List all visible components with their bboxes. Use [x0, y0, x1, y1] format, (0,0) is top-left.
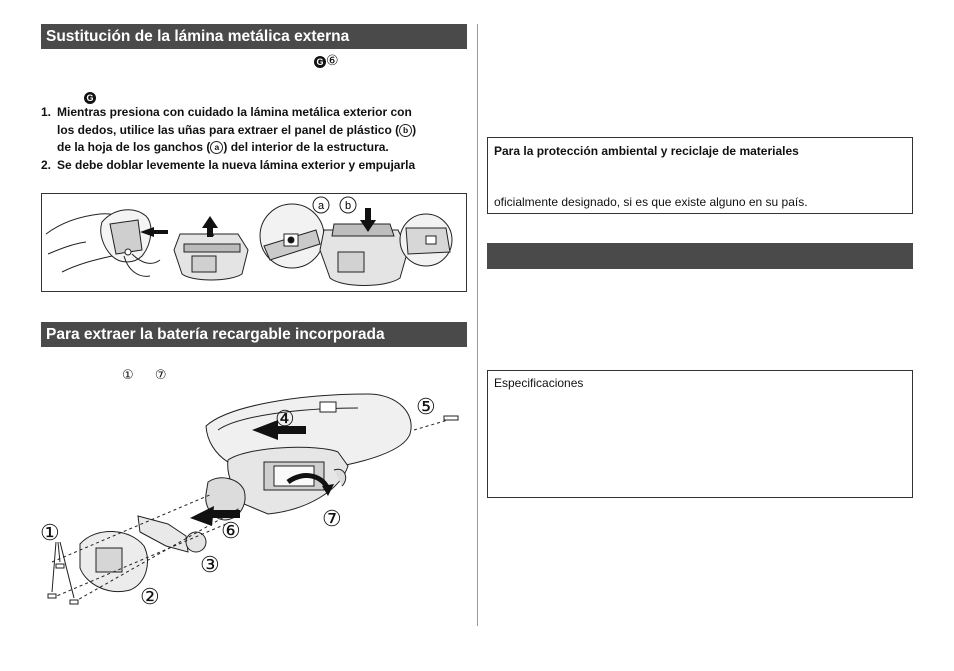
step-text-line: de la hoja de los ganchos ( [57, 140, 211, 154]
step-2 [41, 157, 471, 175]
step-text-line: los dedos, utilice las uñas para extraer el panel de plástico ( [57, 122, 400, 137]
environment-notice-title: Para la protección ambiental y reciclaje de materiales [494, 144, 799, 158]
step-label-7: ⑦ [322, 506, 342, 531]
foil-replacement-illustration [42, 194, 466, 291]
step-1 [41, 104, 471, 157]
specifications-title: Especificaciones [494, 376, 584, 390]
step-text-line: Mientras presiona con cuidado la lámina metálica exterior con [57, 105, 412, 119]
callout-b-label: b [344, 200, 352, 212]
environment-notice-text: oficialmente designado, si es que existe alguno en su país. [494, 195, 808, 209]
step-label-4: ④ [275, 406, 295, 431]
callout-a-label: a [317, 200, 325, 212]
figure-letter-badge: G [314, 56, 326, 68]
section-bar-right [487, 243, 913, 269]
step-number: 2. [41, 157, 52, 172]
shaver-head-right [320, 214, 452, 286]
range-end: ⑦ [154, 367, 167, 382]
section-title-text: Sustitución de la lámina metálica externa [46, 27, 350, 45]
step-label-2: ② [140, 584, 160, 609]
battery-removal-illustration [38, 386, 468, 618]
step-label-5: ⑤ [416, 394, 436, 419]
section-title-text: Para extraer la batería recargable incorporada [46, 325, 385, 343]
step-text: Se debe doblar levemente la nueva lámina exterior y empujarla [57, 157, 416, 172]
step-text-line: ) del interior de la estructura. [223, 140, 389, 154]
range-start: ① [122, 367, 134, 382]
magnifier [260, 204, 324, 268]
environment-notice-box [487, 137, 913, 214]
figure-number: ⑥ [326, 52, 339, 68]
step-label-1: ① [40, 520, 60, 545]
step-label-6: ⑥ [221, 518, 241, 543]
callout-a-marker: a [210, 141, 223, 154]
hands-illustration [46, 210, 160, 277]
step-text [57, 104, 416, 157]
specifications-box [487, 370, 913, 498]
step-number: 1. [41, 105, 52, 119]
step-range-reference [122, 367, 167, 383]
section-title-foil-replacement [41, 24, 467, 49]
step-label-3: ③ [200, 552, 220, 577]
lift-arrow [202, 216, 218, 228]
figure-letter-badge: G [84, 92, 96, 104]
column-divider [477, 24, 478, 626]
section-title-battery-removal [41, 322, 467, 347]
figure-reference [314, 52, 339, 69]
callout-b-marker: b [399, 124, 412, 137]
step-text-line: ) [412, 122, 417, 137]
instruction-steps [41, 104, 471, 174]
foil-replacement-figure [41, 193, 467, 292]
battery-bracket [138, 516, 188, 552]
